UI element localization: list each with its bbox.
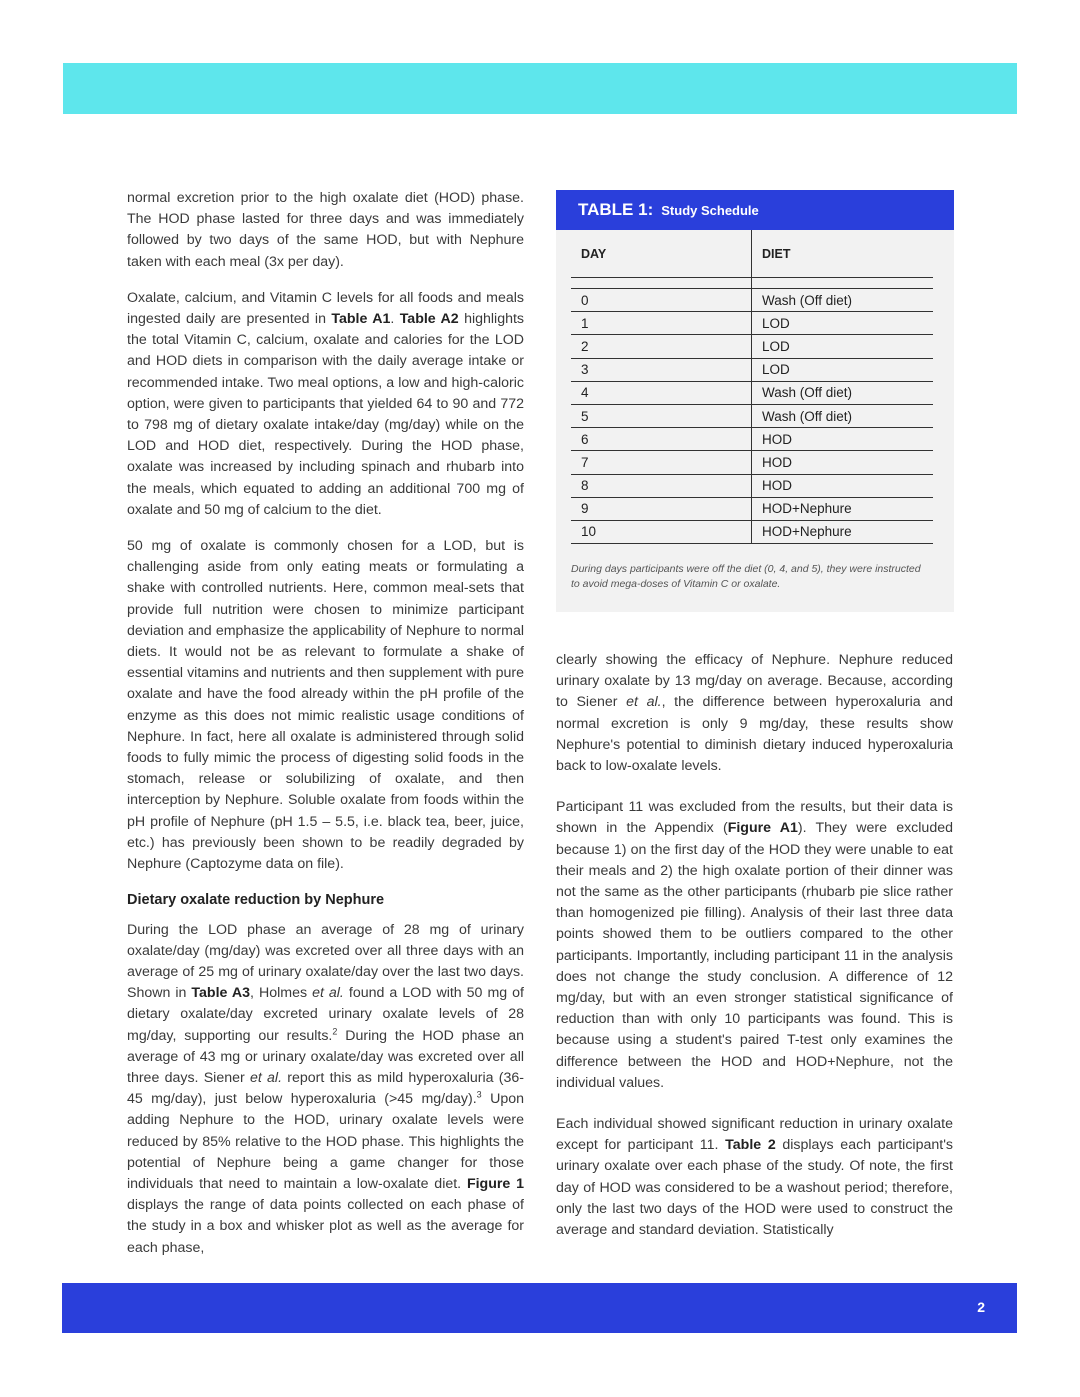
day-cell: 7 bbox=[571, 451, 752, 474]
citation: 2 bbox=[332, 1025, 338, 1036]
day-cell: 5 bbox=[571, 404, 752, 427]
diet-cell: HOD+Nephure bbox=[752, 497, 934, 520]
day-cell: 9 bbox=[571, 497, 752, 520]
table-row bbox=[571, 335, 933, 358]
paragraph: clearly showing the efficacy of Nephure. Nephure reduced urinary oxalate by 13 mg/day on average. Because, according to Siener et al., the difference between hyperoxaluria and normal excretion is only 9 mg/day, these results show Nephure's potential to diminish dietary induced hyperoxaluria back to low-oxalate levels. bbox=[556, 652, 953, 775]
day-cell: 3 bbox=[571, 358, 752, 381]
table-row bbox=[571, 428, 933, 451]
paragraph: normal excretion prior to the high oxalate diet (HOD) phase. The HOD phase lasted for three days and was immediately followed by two days of the same HOD, but with Nephure taken with each meal (3x per day). bbox=[127, 190, 524, 270]
table-row bbox=[571, 451, 933, 474]
header-band bbox=[63, 63, 1017, 114]
diet-cell: Wash (Off diet) bbox=[752, 404, 934, 427]
table-row bbox=[571, 381, 933, 404]
table-a1-ref: Table A1 bbox=[331, 311, 391, 328]
diet-cell: LOD bbox=[752, 358, 934, 381]
table-row bbox=[571, 520, 933, 543]
table-row bbox=[571, 312, 933, 335]
page-number: 2 bbox=[977, 1299, 985, 1315]
paragraph: Participant 11 was excluded from the results, but their data is shown in the Appendix (Figure A1). They were excluded because 1) on the first day of the HOD they were unable to eat their meals and 2) the high oxalate portion of their dinner was not the same as the other participants (rhubarb pie slice rather than homogenized pie filling). Analysis of their last three data points showed them to be outliers compared to the other participants. Importantly, including participant 11 in the analysis does not change the study conclusion. A difference of 12 mg/day, but with an even stronger statistical significance of reduction than with only 10 participants was found. This is because using a student's paired T-test only examines the difference between the HOD and HOD+Nephure, not the individual values. bbox=[556, 799, 953, 1091]
study-schedule-table bbox=[556, 190, 954, 612]
table-title: TABLE 1: bbox=[578, 200, 654, 219]
figure-1-ref: Figure 1 bbox=[466, 1175, 524, 1192]
table-note: During days participants were off the diet (0, 4, and 5), they were instructed to avoid mega-doses of Vitamin C or oxalate. bbox=[571, 563, 921, 590]
figure-a1-ref: Figure A1 bbox=[727, 820, 798, 837]
diet-cell: HOD bbox=[752, 474, 934, 497]
diet-cell: Wash (Off diet) bbox=[752, 289, 934, 312]
diet-cell: LOD bbox=[752, 312, 934, 335]
paragraph: Oxalate, calcium, and Vitamin C levels for all foods and meals ingested daily are presented in Table A1. Table A2 highlights the total Vitamin C, calcium, oxalate and calories for the LOD and HOD diets in comparison with the daily average intake or recommended intake. Two meal options, a low and high-caloric option, were given to participants that yielded 64 to 90 and 772 to 798 mg of dietary oxalate intake/day (mg/day) while on the LOD and HOD diet, respectively. During the HOD phase, oxalate was increased by including spinach and rhubarb into the meals, which equated to adding an additional 700 mg of oxalate and 50 mg of calcium to the diet. bbox=[127, 289, 525, 518]
citation: 3 bbox=[476, 1089, 482, 1100]
table-a3-ref: Table A3 bbox=[191, 985, 251, 1002]
diet-cell: HOD+Nephure bbox=[752, 520, 934, 543]
schedule-grid bbox=[571, 230, 933, 544]
day-cell: 6 bbox=[571, 428, 752, 451]
column-header-day: DAY bbox=[571, 230, 752, 278]
diet-cell: LOD bbox=[752, 335, 934, 358]
day-cell: 1 bbox=[571, 312, 752, 335]
section-heading: Dietary oxalate reduction by Nephure bbox=[127, 892, 385, 909]
footer-band bbox=[62, 1283, 1017, 1333]
diet-cell: HOD bbox=[752, 428, 934, 451]
table-2-ref: Table 2 bbox=[725, 1137, 776, 1154]
diet-cell: HOD bbox=[752, 451, 934, 474]
diet-cell: Wash (Off diet) bbox=[752, 381, 934, 404]
paragraph: 50 mg of oxalate is commonly chosen for a LOD, but is challenging aside from only eating meats or formulating a shake with controlled nutrients. Here, common meal-sets that provide full nutrition were chosen to minimize participant deviation and emphasize the applicability of Nephure to normal diets. It would not be as relevant to formulate a shake of essential vitamins and nutrients and then supplement with pure oxalate and have the food already within the pH profile of the enzyme as this does not mimic realistic usage conditions of Nephure. In fact, here all oxalate is administered through solid foods to fully mimic the process of digesting solid foods in the stomach, release or solubilizing of oxalate, and then interception by Nephure. Soluble oxalate from foods within the pH profile of Nephure (pH 1.5 – 5.5, i.e. black tea, beer, juice, etc.) has previously been shown to be readily degraded by Nephure (Captozyme data on file). bbox=[127, 538, 524, 873]
paragraph: Each individual showed significant reduction in urinary oxalate except for participant 11. Table 2 displays each participant's urinary oxalate over each phase of the study. Of note, the first day of HOD was considered to be a washout period; therefore, only the last two days of the HOD were used to construct the average and standard deviation. Statistically bbox=[556, 1116, 953, 1239]
day-cell: 2 bbox=[571, 335, 752, 358]
day-cell: 8 bbox=[571, 474, 752, 497]
table-a2-ref: Table A2 bbox=[399, 311, 459, 328]
table-header-bar bbox=[556, 190, 954, 230]
paragraph: During the LOD phase an average of 28 mg of urinary oxalate/day (mg/day) was excreted over all three days with an average of 25 mg of urinary oxalate/day over the last two days. Shown in Table A3, Holmes et al. found a LOD with 50 mg of dietary oxalate/day excreted urinary oxalate levels of 28 mg/day, supporting our results.$^2$ During the HOD phase an average of 43 mg or urinary oxalate/day was excreted over all three days. Siener et al. report this as mild hyperoxaluria (36-45 mg/day), just below hyperoxaluria (>45 mg/day).$^3$ Upon adding Nephure to the HOD, urinary oxalate levels were reduced by 85% relative to the HOD phase. This highlights the potential of Nephure being a game changer for those individuals that need to maintain a low-oxalate diet. Figure 1 displays the range of data points collected on each phase of the study in a box and whisker plot as well as the average for each phase, bbox=[127, 921, 525, 1256]
table-row bbox=[571, 358, 933, 381]
table-row bbox=[571, 497, 933, 520]
day-cell: 0 bbox=[571, 289, 752, 312]
column-header-diet: DIET bbox=[752, 230, 934, 278]
left-column bbox=[127, 188, 524, 1274]
table-row bbox=[571, 289, 933, 312]
day-cell: 4 bbox=[571, 381, 752, 404]
table-row bbox=[571, 404, 933, 427]
day-cell: 10 bbox=[571, 520, 752, 543]
table-row bbox=[571, 474, 933, 497]
table-subtitle: Study Schedule bbox=[661, 202, 759, 218]
right-column bbox=[556, 650, 953, 1261]
